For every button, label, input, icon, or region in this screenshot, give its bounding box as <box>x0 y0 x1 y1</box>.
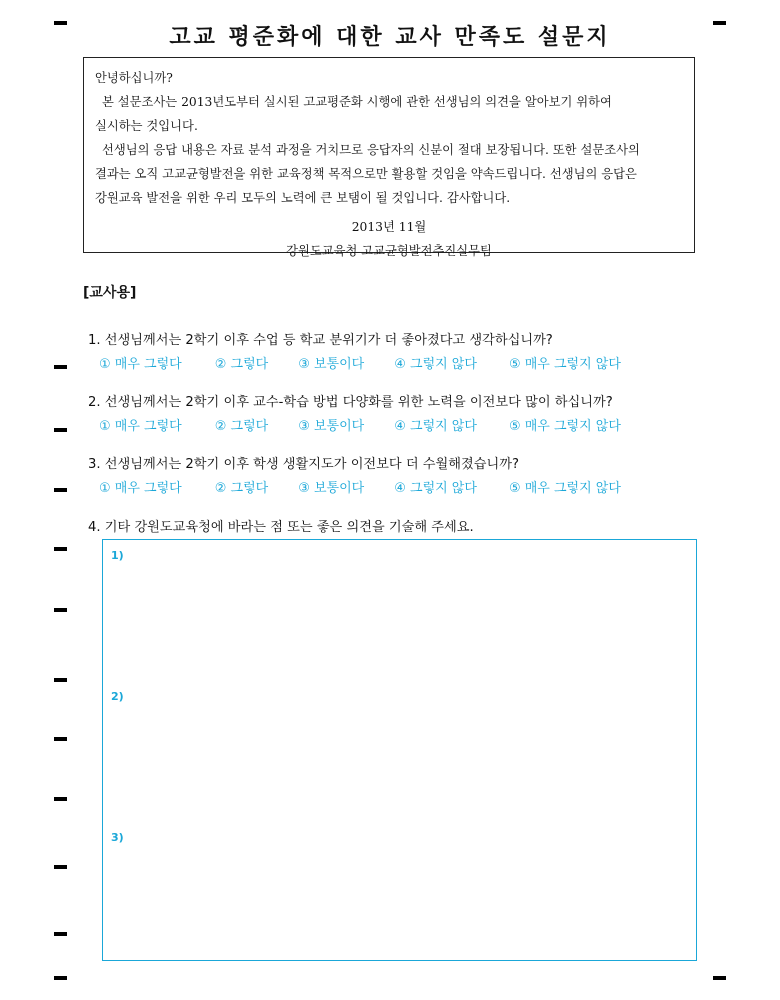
registration-mark <box>54 428 67 432</box>
q2-option-1[interactable]: ① 매우 그렇다 <box>99 419 182 434</box>
registration-mark <box>54 678 67 682</box>
question-3-options <box>99 477 621 496</box>
intro-organization: 강원도교육청 고교균형발전추진실무팀 <box>286 244 492 258</box>
answer-box[interactable] <box>102 539 697 961</box>
q2-option-5[interactable]: ⑤ 매우 그렇지 않다 <box>508 419 621 434</box>
answer-slot-1: 1) <box>111 549 124 562</box>
registration-mark <box>54 608 67 612</box>
intro-date: 2013년 11월 <box>351 220 427 234</box>
question-1: 1. 선생님께서는 2학기 이후 수업 등 학교 분위기가 더 좋아졌다고 생각하십니까? <box>88 333 553 348</box>
q1-option-2[interactable]: ② 그렇다 <box>214 357 269 372</box>
question-3: 3. 선생님께서는 2학기 이후 학생 생활지도가 이전보다 더 수월해졌습니까? <box>88 457 519 472</box>
registration-mark <box>713 976 726 980</box>
q2-option-3[interactable]: ③ 보통이다 <box>298 419 365 434</box>
answer-slot-3: 3) <box>111 831 124 844</box>
question-2-options <box>99 415 621 434</box>
registration-mark <box>54 976 67 980</box>
q3-option-4[interactable]: ④ 그렇지 않다 <box>394 481 477 496</box>
q3-option-3[interactable]: ③ 보통이다 <box>298 481 365 496</box>
intro-greeting: 안녕하십니까? <box>95 71 173 85</box>
registration-mark <box>54 488 67 492</box>
q1-option-3[interactable]: ③ 보통이다 <box>298 357 365 372</box>
q1-option-4[interactable]: ④ 그렇지 않다 <box>394 357 477 372</box>
registration-mark <box>54 932 67 936</box>
answer-slot-2: 2) <box>111 690 124 703</box>
survey-title: 고교 평준화에 대한 교사 만족도 설문지 <box>169 24 611 50</box>
q3-option-1[interactable]: ① 매우 그렇다 <box>99 481 182 496</box>
q2-option-2[interactable]: ② 그렇다 <box>214 419 269 434</box>
registration-mark <box>54 547 67 551</box>
q3-option-5[interactable]: ⑤ 매우 그렇지 않다 <box>508 481 621 496</box>
intro-paragraph-1-cont: 실시하는 것입니다. <box>95 119 198 133</box>
intro-paragraph-2-cont: 강원교육 발전을 위한 우리 모두의 노력에 큰 보탬이 될 것입니다. 감사합니다. <box>95 191 511 205</box>
registration-mark <box>54 797 67 801</box>
intro-box <box>83 57 695 258</box>
intro-paragraph-2: 선생님의 응답 내용은 자료 분석 과정을 거치므로 응답자의 신분이 절대 보장됩니다. 또한 설문조사의 <box>102 143 640 157</box>
registration-mark <box>54 365 67 369</box>
question-4: 4. 기타 강원도교육청에 바라는 점 또는 좋은 의견을 기술해 주세요. <box>88 520 474 535</box>
q3-option-2[interactable]: ② 그렇다 <box>214 481 269 496</box>
section-label: [교사용] <box>83 285 137 301</box>
q1-option-5[interactable]: ⑤ 매우 그렇지 않다 <box>508 357 621 372</box>
registration-mark <box>54 737 67 741</box>
registration-mark <box>54 865 67 869</box>
question-2: 2. 선생님께서는 2학기 이후 교수-학습 방법 다양화를 위한 노력을 이전보다 많이 하십니까? <box>88 395 613 410</box>
intro-paragraph-1: 본 설문조사는 2013년도부터 실시된 고교평준화 시행에 관한 선생님의 의견을 알아보기 위하여 <box>102 95 612 109</box>
intro-paragraph-2-cont: 결과는 오직 고교균형발전을 위한 교육정책 목적으로만 활용할 것임을 약속드립니다. 선생님의 응답은 <box>95 167 637 181</box>
question-1-options <box>99 353 621 372</box>
q1-option-1[interactable]: ① 매우 그렇다 <box>99 357 182 372</box>
q2-option-4[interactable]: ④ 그렇지 않다 <box>394 419 477 434</box>
